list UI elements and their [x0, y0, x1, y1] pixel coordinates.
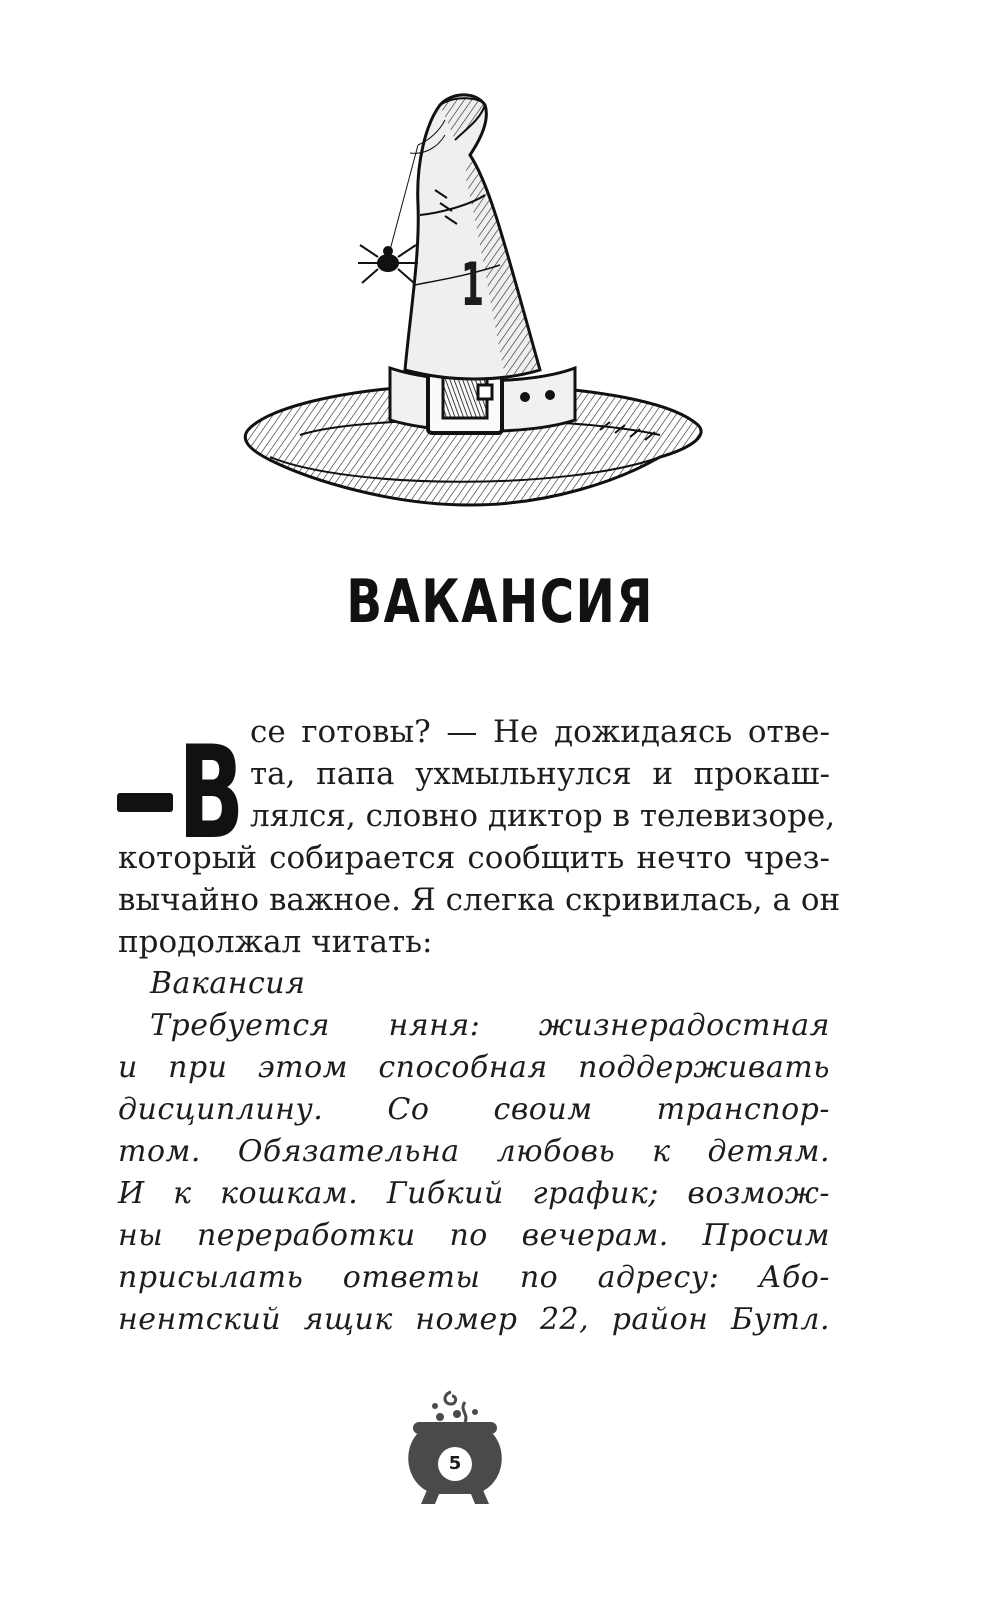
page-number: 5: [448, 1453, 462, 1474]
chapter-title-text: ВАКАНСИЯ: [346, 567, 654, 637]
paragraph-line: продолжал читать:: [118, 924, 433, 960]
paragraph-line: вычайно важное. Я слегка скривилась, а он: [118, 882, 841, 918]
ad-line: нентский ящик номер 22, район Бутл.: [118, 1302, 830, 1337]
chapter-title: [0, 567, 1000, 637]
ad-line: присылать ответы по адресу: Або-: [118, 1260, 830, 1295]
drop-cap-letter: В: [178, 719, 245, 868]
ad-line: дисциплину. Со своим транспор-: [118, 1092, 830, 1127]
drop-cap-dash: [117, 793, 173, 812]
ad-heading: Вакансия: [150, 966, 306, 1001]
ad-line: и при этом способная поддерживать: [118, 1050, 830, 1085]
paragraph-line: который собирается сообщить нечто чрез-: [118, 840, 830, 876]
ad-line: том. Обязательна любовь к детям.: [118, 1134, 830, 1169]
paragraph-line: се готовы? — Не дожидаясь отве-: [250, 714, 830, 750]
ad-line: И к кошкам. Гибкий график; возмож-: [118, 1176, 830, 1211]
ad-line: ны переработки по вечерам. Просим: [118, 1218, 830, 1253]
ad-line: Требуется няня: жизнерадостная: [150, 1008, 830, 1043]
cauldron-icon: [405, 1382, 505, 1507]
chapter-number: 1: [461, 250, 484, 320]
paragraph-line: лялся, словно диктор в телевизоре,: [250, 798, 836, 834]
paragraph-line: та, папа ухмыльнулся и прокаш-: [250, 756, 830, 792]
